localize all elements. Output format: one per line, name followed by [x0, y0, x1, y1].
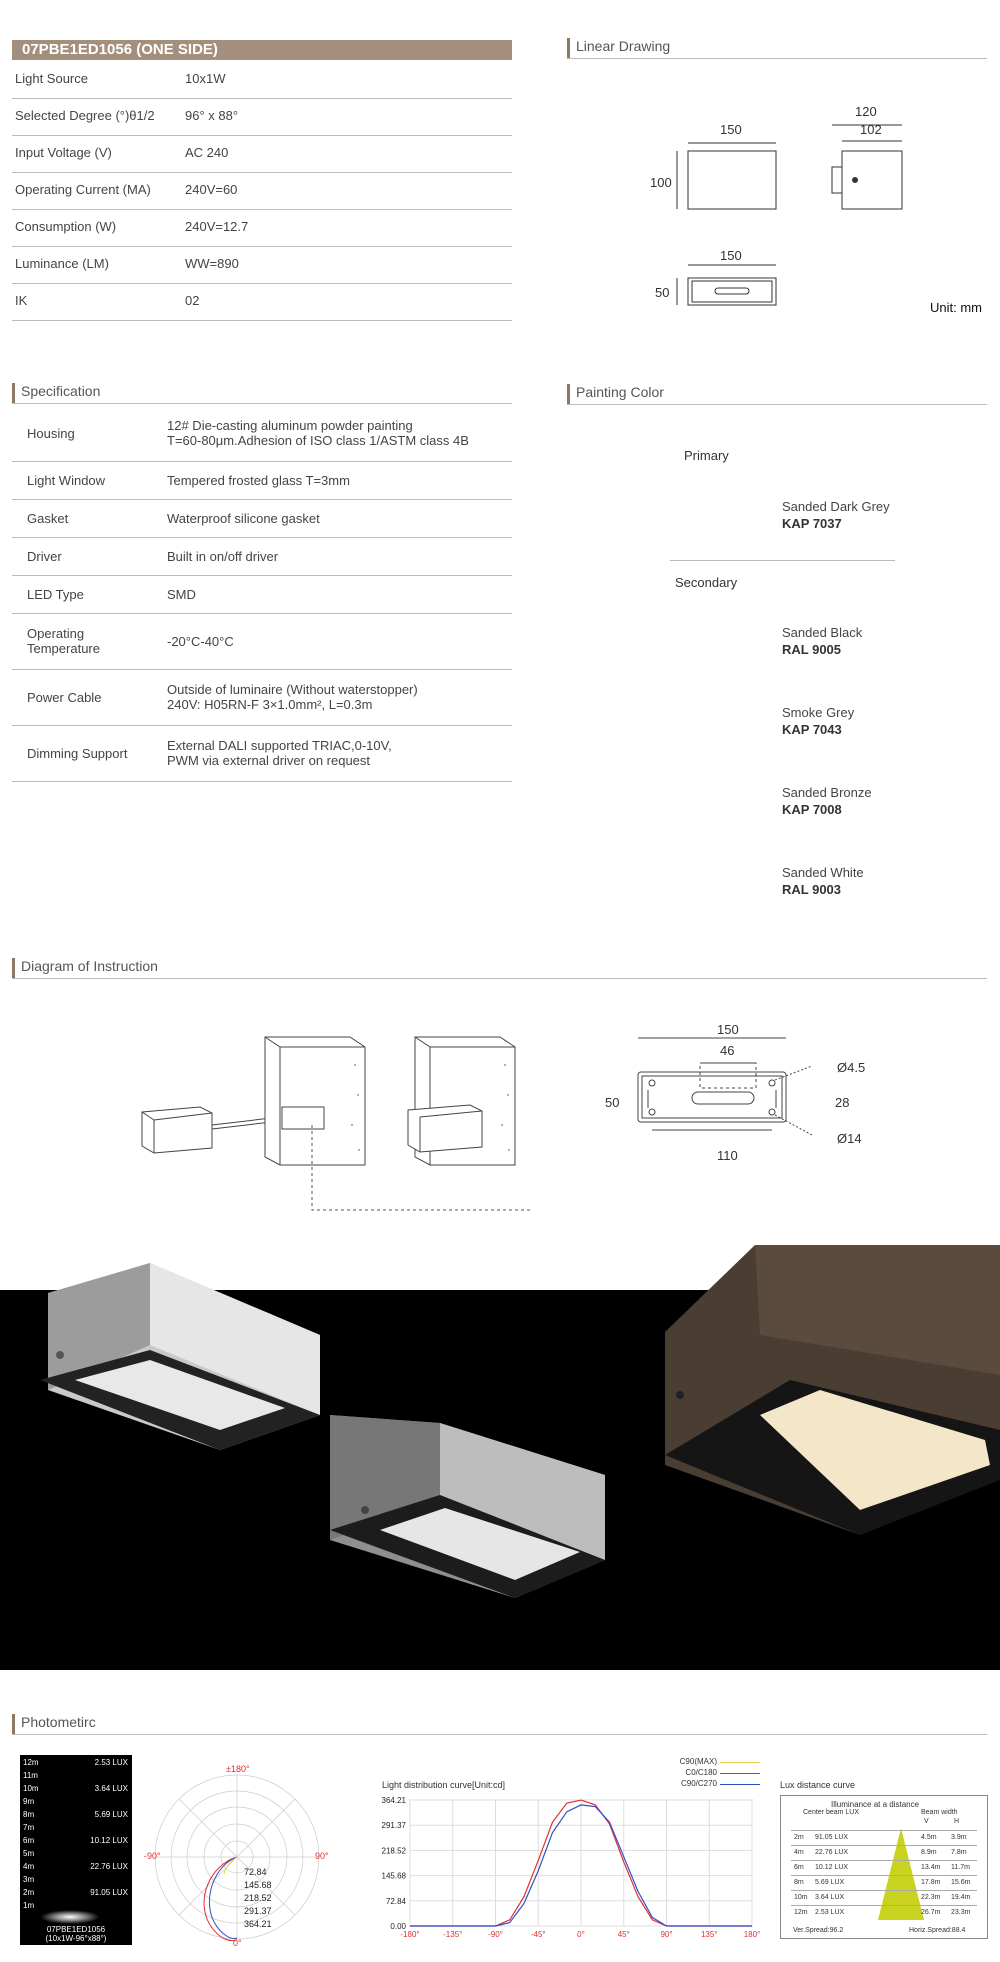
dim-front-width: 150	[720, 122, 742, 137]
linear-drawing-heading: Linear Drawing	[567, 38, 670, 58]
specification-value-line: Outside of luminaire (Without waterstopper)	[167, 682, 418, 697]
polar-value-label: 72.84	[244, 1867, 267, 1877]
spec-value: AC 240	[185, 145, 229, 160]
color-name: Sanded White	[782, 865, 864, 880]
color-code: KAP 7008	[782, 802, 842, 817]
lux-beam-v: 26.7m	[921, 1909, 941, 1916]
x-tick-label: -180°	[400, 1930, 420, 1939]
specification-value	[167, 511, 320, 526]
lux-center: 10.12 LUX	[815, 1864, 849, 1871]
color-name: Sanded Dark Grey	[782, 499, 890, 514]
polar-left-label: -90°	[144, 1851, 161, 1861]
lux-distance: 6m	[794, 1864, 804, 1871]
dim-plate-height: 50	[605, 1095, 620, 1110]
primary-label: Primary	[684, 448, 729, 463]
lux-distance-row-label: 10m	[23, 1784, 39, 1793]
polar-value-label: 218.52	[244, 1893, 272, 1903]
dim-plate-inner: 46	[720, 1043, 735, 1058]
specification-key: Light Window	[27, 473, 106, 488]
lux-distance: 4m	[794, 1849, 804, 1856]
installation-diagram	[130, 1025, 530, 1215]
legend-swatch	[720, 1784, 760, 1785]
color-label	[782, 784, 872, 818]
lux-beam-v: 4.5m	[921, 1834, 937, 1841]
lux-value: 22.76 LUX	[90, 1862, 128, 1871]
y-tick-label: 218.52	[381, 1846, 406, 1856]
lux-beam-v: 13.4m	[921, 1864, 941, 1871]
specification-value	[167, 549, 278, 564]
lux-value: 3.64 LUX	[94, 1784, 128, 1793]
dim-hole-small: Ø4.5	[837, 1060, 866, 1075]
spec-row	[12, 210, 512, 247]
lux-distance-title: Lux distance curve	[780, 1780, 856, 1790]
lux-distance-row-label: 2m	[23, 1888, 35, 1897]
lux-distance-row-label: 5m	[23, 1849, 35, 1858]
legend-label: C0/C180	[685, 1768, 717, 1777]
color-code: KAP 7037	[782, 516, 842, 531]
spec-value: 02	[185, 293, 200, 308]
specification-value	[167, 738, 392, 768]
color-label	[782, 704, 854, 738]
x-tick-label: 180°	[743, 1930, 760, 1939]
specification-value-line: Tempered frosted glass T=3mm	[167, 473, 350, 488]
legend-swatch	[720, 1773, 760, 1774]
lux-distance-row	[791, 1890, 977, 1905]
specification-heading: Specification	[12, 383, 100, 403]
y-tick-label: 291.37	[381, 1821, 406, 1831]
x-tick-label: 135°	[700, 1930, 718, 1939]
lux-head-center: Center beam LUX	[803, 1809, 860, 1816]
specification-value-line: Waterproof silicone gasket	[167, 511, 320, 526]
color-label	[782, 624, 862, 658]
color-name: Smoke Grey	[782, 705, 855, 720]
lux-head-h: H	[954, 1818, 960, 1825]
specification-key: Power Cable	[27, 690, 102, 705]
lux-distance: 10m	[794, 1894, 808, 1901]
specification-row	[12, 538, 512, 576]
lux-center: 2.53 LUX	[815, 1909, 845, 1916]
lux-distance-row	[791, 1905, 977, 1920]
color-code: RAL 9003	[782, 882, 842, 897]
spec-key: Luminance (LM)	[15, 256, 109, 271]
photometric-heading: Photometirc	[12, 1714, 96, 1734]
lux-distance-row-label: 3m	[23, 1875, 35, 1884]
specification-row	[12, 614, 512, 670]
spec-row	[12, 62, 512, 99]
specification-key: Housing	[27, 426, 75, 441]
lux-center: 22.76 LUX	[815, 1849, 849, 1856]
divider	[12, 978, 987, 979]
specification-key: Driver	[27, 549, 62, 564]
dim-hole-spacing: 110	[717, 1148, 738, 1163]
instruction-heading: Diagram of Instruction	[12, 958, 158, 978]
spec-key: Light Source	[15, 71, 88, 86]
x-tick-label: 0°	[577, 1930, 585, 1939]
legend-label: C90/C270	[680, 1779, 717, 1788]
specification-row	[12, 500, 512, 538]
color-label	[782, 498, 890, 532]
lux-distance-row	[791, 1845, 977, 1860]
dim-plate-slot: 28	[835, 1095, 850, 1110]
specification-value-line: 12# Die-casting aluminum powder painting	[167, 418, 413, 433]
product-title: 07PBE1ED1056 (ONE SIDE)	[12, 40, 512, 60]
lux-distance: 12m	[794, 1909, 808, 1916]
polar-top-label: ±180°	[226, 1764, 250, 1774]
specification-key: LED Type	[27, 587, 84, 602]
color-name: Sanded Bronze	[782, 785, 872, 800]
lux-distance-row-label: 6m	[23, 1836, 35, 1845]
specification-value-line: External DALI supported TRIAC,0-10V,	[167, 738, 392, 753]
polar-value-label: 364.21	[244, 1919, 272, 1929]
spec-key: Input Voltage (V)	[15, 145, 112, 160]
specification-row	[12, 670, 512, 726]
specification-value-line: Built in on/off driver	[167, 549, 279, 564]
divider	[12, 1734, 987, 1735]
specification-value-line: -20°C-40°C	[167, 634, 234, 649]
x-tick-label: -90°	[488, 1930, 503, 1939]
lux-distance-row-label: 1m	[23, 1901, 35, 1910]
spec-row	[12, 284, 512, 321]
lux-center: 91.05 LUX	[815, 1834, 849, 1841]
divider	[567, 404, 987, 405]
lux-distance-row	[791, 1860, 977, 1875]
lux-distance-row-label: 8m	[23, 1810, 35, 1819]
dim-hole-large: Ø14	[837, 1131, 862, 1146]
legend-swatch	[720, 1762, 760, 1763]
specification-value	[167, 587, 196, 602]
lux-head-v: V	[924, 1818, 929, 1825]
specification-value-line: T=60-80μm.Adhesion of ISO class 1/ASTM class 4B	[167, 433, 469, 448]
divider	[12, 403, 512, 404]
dim-front-height: 100	[650, 175, 672, 190]
lux-distance-row	[791, 1875, 977, 1890]
lux-distance-row-label: 4m	[23, 1862, 35, 1871]
lux-distance-row	[791, 1830, 977, 1845]
dim-top-width: 150	[720, 248, 742, 263]
x-tick-label: -135°	[443, 1930, 463, 1939]
dim-plate-width: 150	[717, 1022, 739, 1037]
spec-row	[12, 247, 512, 284]
specification-key: Gasket	[27, 511, 69, 526]
specification-value	[167, 473, 350, 488]
y-tick-label: 0.00	[390, 1922, 406, 1931]
spec-key: Operating Current (MA)	[15, 182, 151, 197]
product-photo	[0, 1240, 1000, 1670]
color-code: KAP 7043	[782, 722, 842, 737]
lux-value: 10.12 LUX	[90, 1836, 128, 1845]
lux-value: 2.53 LUX	[94, 1758, 128, 1767]
specification-key: Operating Temperature	[27, 626, 100, 656]
lux-distance-row-label: 12m	[23, 1758, 39, 1767]
lux-value: 5.69 LUX	[94, 1810, 128, 1819]
unit-label: Unit: mm	[930, 300, 982, 315]
polar-bottom-label: 0°	[233, 1938, 242, 1948]
polar-right-label: 90°	[315, 1851, 329, 1861]
specification-row	[12, 462, 512, 500]
lux-distance-table	[780, 1795, 988, 1939]
lux-beam-h: 11.7m	[951, 1864, 970, 1871]
horiz-spread: Horiz.Spread:88.4	[909, 1927, 966, 1934]
spec-value: 96° x 88°	[185, 108, 239, 123]
specification-value-line: SMD	[167, 587, 196, 602]
specification-value-line: PWM via external driver on request	[167, 753, 371, 768]
linear-drawing	[620, 95, 990, 325]
color-code: RAL 9005	[782, 642, 842, 657]
lux-caption-model: 07PBE1ED1056	[46, 1925, 106, 1934]
specification-value-line: 240V: H05RN-F 3×1.0mm², L=0.3m	[167, 697, 373, 712]
divider	[567, 58, 987, 59]
chart-title: Light distribution curve[Unit:cd]	[382, 1780, 506, 1790]
lux-caption-spec: (10x1W-96°x88°)	[45, 1934, 107, 1943]
lux-panel	[20, 1755, 132, 1945]
lux-beam-h: 15.6m	[951, 1879, 971, 1886]
dim-side-body: 102	[860, 122, 882, 137]
color-label	[782, 864, 864, 898]
light-distribution-chart	[370, 1790, 760, 1960]
specification-row	[12, 576, 512, 614]
lux-beam-h: 23.3m	[951, 1909, 971, 1916]
lux-center: 3.64 LUX	[815, 1894, 845, 1901]
lux-distance: 2m	[794, 1834, 804, 1841]
lux-beam-v: 22.3m	[921, 1894, 941, 1901]
lux-beam-h: 7.8m	[951, 1849, 967, 1856]
lux-beam-h: 3.9m	[951, 1834, 967, 1841]
lux-distance-row-label: 7m	[23, 1823, 35, 1832]
x-tick-label: 45°	[617, 1930, 630, 1939]
spec-row	[12, 136, 512, 173]
lux-value: 91.05 LUX	[90, 1888, 128, 1897]
lux-head-illuminance: Illuminance at a distance	[831, 1800, 920, 1809]
divider	[670, 560, 895, 561]
lux-beam-h: 19.4m	[951, 1894, 971, 1901]
polar-value-label: 145.68	[244, 1880, 272, 1890]
specification-row	[12, 726, 512, 782]
spec-key: Consumption (W)	[15, 219, 117, 234]
lux-distance: 8m	[794, 1879, 804, 1886]
secondary-label: Secondary	[675, 575, 738, 590]
specification-value	[167, 418, 469, 448]
spec-row	[12, 99, 512, 136]
y-tick-label: 72.84	[385, 1896, 406, 1906]
specification-value	[167, 634, 234, 649]
specification-row	[12, 406, 512, 462]
color-name: Sanded Black	[782, 625, 863, 640]
beam-glow	[40, 1910, 100, 1924]
lux-beam-v: 17.8m	[921, 1879, 941, 1886]
spec-row	[12, 173, 512, 210]
spec-key: Selected Degree (°)θ1/2	[15, 108, 155, 123]
lux-beam-v: 8.9m	[921, 1849, 937, 1856]
spec-value: 240V=12.7	[185, 219, 249, 234]
lux-head-beam: Beam width	[921, 1809, 958, 1816]
spec-key: IK	[15, 293, 28, 308]
lux-center: 5.69 LUX	[815, 1879, 845, 1886]
x-tick-label: 90°	[660, 1930, 673, 1939]
specification-key: Dimming Support	[27, 746, 128, 761]
y-tick-label: 145.68	[381, 1871, 406, 1881]
lux-distance-row-label: 11m	[23, 1771, 38, 1780]
x-tick-label: -45°	[530, 1930, 546, 1939]
y-tick-label: 364.21	[381, 1796, 406, 1805]
polar-diagram	[150, 1770, 325, 1955]
painting-color-heading: Painting Color	[567, 384, 664, 404]
legend-label: C90(MAX)	[679, 1757, 717, 1766]
specification-value	[167, 682, 418, 712]
dim-top-height: 50	[655, 285, 670, 300]
dim-side-total: 120	[855, 104, 877, 119]
spec-value: 10x1W	[185, 71, 226, 86]
lux-distance-row-label: 9m	[23, 1797, 35, 1806]
spec-value: WW=890	[185, 256, 239, 271]
ver-spread: Ver.Spread:96.2	[793, 1927, 844, 1934]
spec-value: 240V=60	[185, 182, 238, 197]
polar-value-label: 291.37	[244, 1906, 272, 1916]
